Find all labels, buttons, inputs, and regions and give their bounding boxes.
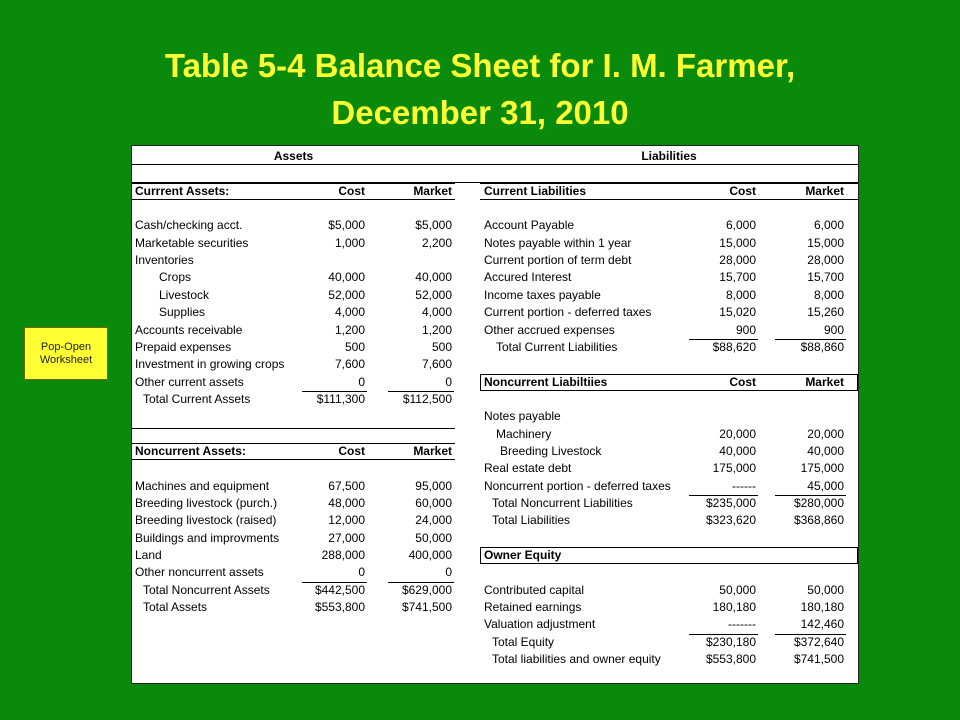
noncurrent-asset-label: Other noncurrent assets <box>135 565 264 580</box>
owner-equity-cost: 180,180 <box>712 600 756 615</box>
current-liability-cost: 28,000 <box>719 253 756 268</box>
current-asset-cost: 1,000 <box>334 235 365 250</box>
noncurrent-asset-label: Buildings and improvments <box>135 530 280 545</box>
current-asset-cost: 500 <box>344 339 365 354</box>
owner-equity-heading: Owner Equity <box>484 548 562 563</box>
section-rule <box>480 374 481 390</box>
current-liability-label: Account Payable <box>484 218 575 233</box>
noncurrent-asset-cost: 48,000 <box>328 496 365 510</box>
section-rule <box>480 390 858 391</box>
worksheet-button-line-2: Worksheet <box>39 353 93 366</box>
title-line-1: Table 5-4 Balance Sheet for I. M. Farmer, <box>164 47 796 84</box>
current-asset-label: Inventories <box>135 253 194 268</box>
noncurrent-asset-label: Total Noncurrent Assets <box>143 582 270 597</box>
current-asset-label: Cash/checking acct. <box>135 218 243 233</box>
current-asset-market: 52,000 <box>415 287 452 302</box>
noncurrent-asset-market: $629,000 <box>401 582 452 597</box>
owner-equity-label: Total Equity <box>492 634 555 649</box>
noncurrent-liability-label: Total Liabilities <box>492 513 571 528</box>
noncurrent-asset-market: 50,000 <box>415 530 452 545</box>
current-asset-cost: 4,000 <box>334 305 365 320</box>
noncurrent-liability-cost <box>666 408 756 425</box>
current-asset-market: 7,600 <box>421 357 452 372</box>
noncurrent-asset-market: 400,000 <box>408 548 452 563</box>
current-asset-cost: 0 <box>358 374 365 389</box>
noncurrent-asset-cost: 0 <box>358 565 365 580</box>
current-liability-market: 6,000 <box>813 218 844 233</box>
section-rule <box>480 183 858 184</box>
liabilities-header: Liabilities <box>641 149 697 163</box>
noncurrent-liability-cost: 175,000 <box>712 461 756 476</box>
subtotal-rule <box>775 634 846 635</box>
subtotal-rule <box>388 391 454 392</box>
noncurrent-liabilities-header-market: Market <box>805 374 844 389</box>
current-asset-label: Crops <box>159 270 192 285</box>
noncurrent-liability-label: Machinery <box>496 426 552 441</box>
current-liabilities-header-market: Market <box>805 183 844 198</box>
worksheet-button-line-1: Pop-Open <box>40 340 92 353</box>
noncurrent-asset-cost: $553,800 <box>314 600 365 615</box>
subtotal-rule <box>689 634 758 635</box>
noncurrent-liability-market: 45,000 <box>807 478 844 493</box>
subtotal-rule <box>302 582 367 583</box>
noncurrent-liability-cost: 20,000 <box>719 426 756 441</box>
noncurrent-liability-market: $280,000 <box>793 496 844 510</box>
current-asset-label: Livestock <box>159 287 210 302</box>
noncurrent-assets-heading: Noncurrent Assets: <box>135 443 246 458</box>
current-liability-cost: 6,000 <box>725 218 756 233</box>
noncurrent-asset-label: Total Assets <box>143 600 208 615</box>
subtotal-rule <box>775 339 846 340</box>
noncurrent-assets-header-market: Market <box>413 443 452 458</box>
current-liability-cost: 900 <box>735 322 756 337</box>
section-rule <box>132 183 455 184</box>
subtotal-rule <box>302 391 367 392</box>
current-liability-label: Income taxes payable <box>484 287 601 302</box>
current-asset-cost: $111,300 <box>316 391 365 406</box>
owner-equity-market: 50,000 <box>807 582 844 597</box>
section-rule <box>857 374 858 390</box>
current-asset-label: Accounts receivable <box>135 322 243 337</box>
current-liability-cost: 15,020 <box>719 305 756 320</box>
current-liability-label: Current portion - deferred taxes <box>484 305 652 320</box>
noncurrent-liability-cost: $323,620 <box>705 513 756 528</box>
current-liability-market: 15,000 <box>807 235 844 250</box>
header-divider <box>132 164 858 165</box>
owner-equity-label: Retained earnings <box>484 600 582 615</box>
owner-equity-cost: $553,800 <box>705 652 756 667</box>
noncurrent-asset-cost: 288,000 <box>321 548 365 563</box>
noncurrent-asset-label: Breeding livestock (purch.) <box>135 496 278 510</box>
subtotal-rule <box>689 339 758 340</box>
balance-sheet-table <box>131 145 859 684</box>
current-liability-market: 28,000 <box>807 253 844 268</box>
noncurrent-liability-cost: ------ <box>732 478 756 493</box>
current-asset-market: 500 <box>431 339 452 354</box>
noncurrent-asset-cost: 27,000 <box>328 530 365 545</box>
section-rule <box>132 443 455 444</box>
current-liability-label: Total Current Liabilities <box>496 339 618 354</box>
subtotal-rule <box>689 495 758 496</box>
current-liability-market: 15,700 <box>807 270 844 285</box>
title-line-2: December 31, 2010 <box>331 94 629 131</box>
current-asset-market: 1,200 <box>421 322 452 337</box>
noncurrent-liability-label: Notes payable <box>484 409 561 424</box>
current-asset-cost: 1,200 <box>334 322 365 337</box>
noncurrent-asset-market: 60,000 <box>415 496 452 510</box>
current-asset-label: Other current assets <box>135 374 244 389</box>
owner-equity-market: 180,180 <box>800 600 844 615</box>
current-liability-cost: $88,620 <box>712 339 756 354</box>
noncurrent-liability-market: 20,000 <box>807 426 844 441</box>
assets-header: Assets <box>273 149 314 163</box>
section-rule <box>132 199 455 200</box>
noncurrent-asset-market: 0 <box>445 565 452 580</box>
current-liability-market: 15,260 <box>807 305 844 320</box>
current-asset-market: 40,000 <box>415 270 452 285</box>
current-asset-label: Marketable securities <box>135 235 249 250</box>
owner-equity-cost: $230,180 <box>705 634 756 649</box>
current-liability-label: Accured Interest <box>484 270 572 285</box>
current-asset-cost: $5,000 <box>328 218 365 233</box>
noncurrent-liability-cost: 40,000 <box>719 443 756 458</box>
current-asset-market <box>372 252 452 269</box>
noncurrent-asset-market: $741,500 <box>401 600 452 615</box>
noncurrent-asset-label: Breeding livestock (raised) <box>135 513 277 528</box>
owner-equity-market: $741,500 <box>793 652 844 667</box>
noncurrent-liability-market <box>764 408 844 425</box>
current-asset-market: 2,200 <box>421 235 452 250</box>
section-rule <box>132 459 455 460</box>
section-rule <box>857 547 858 563</box>
noncurrent-liabilities-header-cost: Cost <box>729 374 756 389</box>
subtotal-rule <box>388 582 454 583</box>
current-asset-cost <box>275 252 365 269</box>
current-asset-cost: 40,000 <box>328 270 365 285</box>
noncurrent-liability-label: Breeding Livestock <box>500 443 602 458</box>
current-liabilities-heading: Current Liabilities <box>484 183 587 198</box>
noncurrent-liability-market: $368,860 <box>793 513 844 528</box>
current-asset-cost: 52,000 <box>328 287 365 302</box>
section-rule <box>480 563 858 564</box>
owner-equity-label: Valuation adjustment <box>484 617 596 632</box>
noncurrent-asset-cost: $442,500 <box>314 582 365 597</box>
section-rule <box>132 428 455 429</box>
current-asset-cost: 7,600 <box>334 357 365 372</box>
noncurrent-liabilities-heading: Noncurrent Liabiltiies <box>484 374 608 389</box>
owner-equity-label: Total liabilities and owner equity <box>492 652 661 667</box>
noncurrent-asset-market: 95,000 <box>415 478 452 493</box>
current-asset-market: 4,000 <box>421 305 452 320</box>
owner-equity-cost: 50,000 <box>719 582 756 597</box>
noncurrent-liability-cost: $235,000 <box>705 496 756 510</box>
noncurrent-liability-label: Noncurrent portion - deferred taxes <box>484 478 671 493</box>
noncurrent-asset-cost: 67,500 <box>328 478 365 493</box>
section-rule <box>480 547 481 563</box>
current-liability-cost: 15,000 <box>719 235 756 250</box>
current-asset-label: Prepaid expenses <box>135 339 232 354</box>
section-rule <box>480 199 858 200</box>
current-liability-label: Notes payable within 1 year <box>484 235 632 250</box>
current-asset-market: $5,000 <box>415 218 452 233</box>
owner-equity-label: Contributed capital <box>484 582 585 597</box>
current-liabilities-header-cost: Cost <box>729 183 756 198</box>
current-liability-label: Other accrued expenses <box>484 322 615 337</box>
current-asset-label: Supplies <box>159 305 206 320</box>
current-liability-cost: 8,000 <box>725 287 756 302</box>
noncurrent-asset-market: 24,000 <box>415 513 452 528</box>
current-assets-header-cost: Cost <box>338 183 365 198</box>
noncurrent-asset-label: Machines and equipment <box>135 478 270 493</box>
noncurrent-liability-label: Real estate debt <box>484 461 572 476</box>
pop-open-worksheet-button[interactable] <box>24 327 108 380</box>
owner-equity-cost: ------- <box>728 617 756 632</box>
current-asset-market: 0 <box>445 374 452 389</box>
noncurrent-asset-label: Land <box>135 548 162 563</box>
current-liability-market: $88,860 <box>800 339 844 354</box>
owner-equity-market: 142,460 <box>800 617 844 632</box>
noncurrent-liability-market: 175,000 <box>800 461 844 476</box>
owner-equity-market: $372,640 <box>793 634 844 649</box>
current-assets-heading: Currrent Assets: <box>135 183 230 198</box>
current-liability-label: Current portion of term debt <box>484 253 632 268</box>
noncurrent-asset-cost: 12,000 <box>328 513 365 528</box>
current-assets-header-market: Market <box>413 183 452 198</box>
current-liability-market: 900 <box>823 322 844 337</box>
subtotal-rule <box>775 495 846 496</box>
current-asset-label: Total Current Assets <box>143 391 251 406</box>
current-asset-label: Investment in growing crops <box>135 357 285 372</box>
noncurrent-liability-label: Total Noncurrent Liabilities <box>492 496 633 510</box>
current-liability-cost: 15,700 <box>719 270 756 285</box>
current-liability-market: 8,000 <box>813 287 844 302</box>
page-title <box>0 42 960 136</box>
noncurrent-assets-header-cost: Cost <box>338 443 365 458</box>
current-asset-market: $112,500 <box>402 391 452 406</box>
noncurrent-liability-market: 40,000 <box>807 443 844 458</box>
